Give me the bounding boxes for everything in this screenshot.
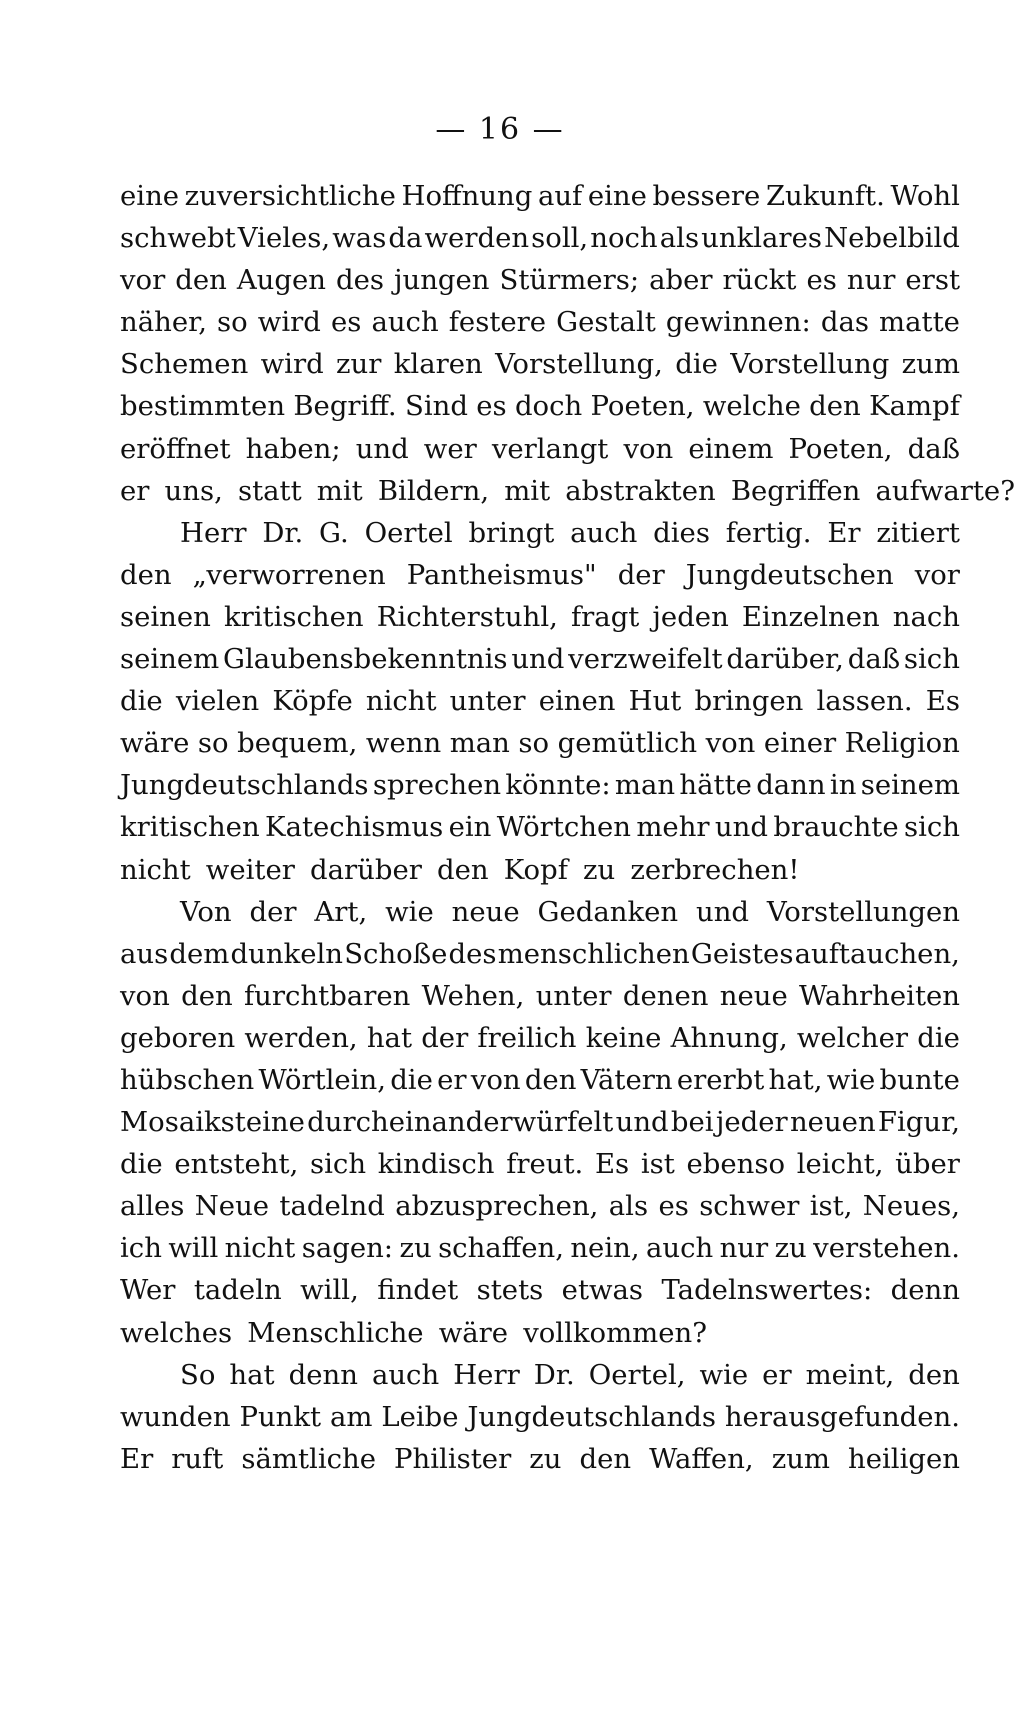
word: Wer xyxy=(120,1274,176,1307)
word: meint, xyxy=(805,1358,895,1391)
word: Figur, xyxy=(877,1106,960,1139)
word: ein xyxy=(448,811,492,844)
word: könnte: xyxy=(505,769,611,802)
word: ist xyxy=(640,1148,675,1181)
word: Nebelbild xyxy=(824,222,960,255)
word: Geistes xyxy=(690,937,794,970)
word: ruft xyxy=(171,1442,224,1475)
word: einer xyxy=(763,727,837,760)
word: unter xyxy=(535,979,612,1012)
word: herausgefunden. xyxy=(724,1400,960,1433)
word: er xyxy=(437,1063,467,1096)
word: sich xyxy=(903,643,960,676)
word: schaffen, xyxy=(438,1232,564,1265)
word: Bildern, xyxy=(377,474,490,507)
word: Vorstellungen xyxy=(766,895,960,928)
word: über xyxy=(895,1148,960,1181)
word: Art, xyxy=(314,895,368,928)
word: Hoffnung xyxy=(401,180,533,212)
word: Jungdeutschlands xyxy=(467,1400,716,1433)
word: er xyxy=(762,1358,792,1391)
word: als xyxy=(608,1190,649,1223)
word: Wahrheiten xyxy=(799,979,960,1012)
word: ererbt xyxy=(676,1063,765,1096)
word: dann xyxy=(756,769,826,802)
word: auftauchen, xyxy=(794,937,960,970)
text-line xyxy=(120,385,960,427)
word: Hut xyxy=(628,685,682,718)
text-line xyxy=(120,722,960,764)
word: Poeten, xyxy=(788,432,893,465)
word: da xyxy=(388,222,423,255)
text-line xyxy=(120,1354,960,1396)
word: zu xyxy=(583,853,616,886)
word: Leibe xyxy=(381,1400,459,1433)
word: bringt xyxy=(468,516,555,549)
word: bessere xyxy=(652,180,761,212)
word: Tadelnswertes: xyxy=(661,1274,873,1307)
word: rückt xyxy=(722,264,797,297)
page-number: — 16 — xyxy=(435,112,565,147)
word: Poeten, xyxy=(590,390,695,423)
word: nicht xyxy=(365,685,437,718)
text-line xyxy=(120,554,960,596)
word: statt xyxy=(237,474,302,507)
word: mit xyxy=(316,474,363,507)
text-line xyxy=(120,1101,960,1143)
word: hat xyxy=(229,1358,275,1391)
word: zum xyxy=(901,348,960,381)
word: es xyxy=(658,1190,689,1223)
word: dunkeln xyxy=(230,937,344,970)
word: Richterstuhl, xyxy=(376,600,558,633)
word: wie xyxy=(826,1063,876,1096)
word: Neues, xyxy=(862,1190,960,1223)
word: Schemen xyxy=(120,348,249,381)
word: denn xyxy=(288,1358,358,1391)
word: Wohl xyxy=(890,180,960,212)
word: wird xyxy=(260,348,324,381)
text-line xyxy=(120,301,960,343)
word: klaren xyxy=(393,348,483,381)
word: auch xyxy=(371,306,439,339)
word: Einzelnen xyxy=(741,600,880,633)
word: nur xyxy=(846,264,896,297)
word: sich xyxy=(903,811,960,844)
word: bequem, xyxy=(237,727,358,760)
word: kritischen xyxy=(223,600,364,633)
word: wunden xyxy=(120,1400,231,1433)
word: und xyxy=(615,1106,669,1139)
word: fertig. xyxy=(725,516,812,549)
text-line xyxy=(120,175,960,217)
word: den xyxy=(524,1063,577,1096)
word: man xyxy=(614,769,676,802)
word: hat, xyxy=(768,1063,823,1096)
word: eröffnet xyxy=(120,432,231,465)
word: die xyxy=(390,1063,433,1096)
word: bei xyxy=(670,1106,714,1139)
word: den xyxy=(579,1442,632,1475)
word: es xyxy=(806,264,837,297)
word: hat xyxy=(366,1021,413,1054)
word: dem xyxy=(169,937,230,970)
word: das xyxy=(820,306,869,339)
text-line xyxy=(120,764,960,806)
text-line xyxy=(120,638,960,680)
word: brauchte xyxy=(773,811,899,844)
word: durcheinanderwürfelt xyxy=(307,1106,614,1139)
word: etwas xyxy=(561,1274,644,1307)
word: entsteht, xyxy=(174,1148,299,1181)
word: auch xyxy=(570,516,638,549)
word: dies xyxy=(653,516,710,549)
word: Katechismus xyxy=(265,811,444,844)
word: schwebt xyxy=(120,222,236,255)
word: daß xyxy=(907,432,960,465)
word: Er xyxy=(120,1442,154,1475)
word: aus xyxy=(120,937,169,970)
word: den xyxy=(437,853,489,886)
word: schwer xyxy=(699,1190,800,1223)
text-line xyxy=(120,1396,960,1438)
word: Schoße xyxy=(344,937,448,970)
text-line xyxy=(120,217,960,259)
text-line xyxy=(120,1059,960,1101)
word: Begriff. xyxy=(293,390,397,423)
word: jungen xyxy=(393,264,490,297)
word: was xyxy=(332,222,387,255)
word: abzusprechen, xyxy=(395,1190,599,1223)
word: Dr. xyxy=(262,516,304,549)
word: einem xyxy=(688,432,774,465)
word: Begriffen xyxy=(730,474,861,507)
text-line xyxy=(120,512,960,554)
word: so xyxy=(518,727,550,760)
word: „verworrenen xyxy=(192,558,386,591)
word: Religion xyxy=(844,727,960,760)
word: Gestalt xyxy=(556,306,656,339)
word: lassen. xyxy=(816,685,913,718)
word: den xyxy=(908,1358,960,1391)
word: zu xyxy=(529,1442,562,1475)
word: zu xyxy=(774,1232,807,1265)
word: vielen xyxy=(175,685,260,718)
word: den xyxy=(181,979,233,1012)
word: kritischen xyxy=(120,811,260,844)
word: Waffen, xyxy=(649,1442,754,1475)
word: Wörtchen xyxy=(496,811,631,844)
word: und xyxy=(511,643,565,676)
word: eine xyxy=(587,180,647,212)
word: welche xyxy=(702,390,801,423)
word: neue xyxy=(451,895,520,928)
word: bestimmten xyxy=(120,390,286,423)
word: tadelnd xyxy=(279,1190,385,1223)
word: die xyxy=(120,685,163,718)
word: vollkommen? xyxy=(523,1316,707,1349)
word: den xyxy=(809,390,861,423)
word: der xyxy=(617,558,665,591)
word: uns, xyxy=(164,474,223,507)
word: seinen xyxy=(120,600,211,633)
word: Kopf xyxy=(503,853,568,886)
word: in xyxy=(829,769,857,802)
word: bringen xyxy=(694,685,804,718)
word: die xyxy=(917,1021,960,1054)
word: zur xyxy=(336,348,382,381)
word: unter xyxy=(449,685,526,718)
text-line xyxy=(120,1227,960,1269)
word: von xyxy=(623,432,674,465)
word: wer xyxy=(423,432,477,465)
word: verzweifelt xyxy=(568,643,723,676)
word: neuen xyxy=(789,1106,876,1139)
word: freilich xyxy=(477,1021,577,1054)
text-line xyxy=(120,1185,960,1227)
text-line xyxy=(120,470,1015,512)
word: abstrakten xyxy=(565,474,716,507)
word: eine xyxy=(120,180,180,212)
word: zum xyxy=(771,1442,830,1475)
word: Sind xyxy=(404,390,468,423)
word: nein, xyxy=(570,1232,640,1265)
word: Augen xyxy=(236,264,326,297)
word: die xyxy=(120,1148,163,1181)
word: Jungdeutschen xyxy=(685,558,894,591)
word: findet xyxy=(377,1274,459,1307)
word: wäre xyxy=(120,727,190,760)
word: Kampf xyxy=(869,390,960,423)
word: einen xyxy=(538,685,616,718)
word: keine xyxy=(585,1021,662,1054)
word: wie xyxy=(699,1358,749,1391)
word: Punkt xyxy=(239,1400,322,1433)
word: darüber xyxy=(310,853,422,886)
word: Mosaiksteine xyxy=(120,1106,305,1139)
word: gemütlich xyxy=(557,727,698,760)
word: Es xyxy=(594,1148,630,1181)
text-line xyxy=(120,259,960,301)
word: Gedanken xyxy=(537,895,679,928)
word: gewinnen: xyxy=(665,306,811,339)
word: erst xyxy=(905,264,960,297)
word: Pantheismus" xyxy=(406,558,597,591)
word: heiligen xyxy=(848,1442,960,1475)
word: seinem xyxy=(860,769,960,802)
text-line xyxy=(120,1143,960,1185)
word: auch xyxy=(645,1232,714,1265)
word: Philister xyxy=(394,1442,512,1475)
word: ich xyxy=(120,1232,162,1265)
word: und xyxy=(714,811,768,844)
word: als xyxy=(659,222,700,255)
word: neue xyxy=(719,979,788,1012)
word: des xyxy=(335,264,384,297)
word: von xyxy=(470,1063,521,1096)
word: So xyxy=(180,1358,216,1391)
word: Vorstellung, xyxy=(495,348,663,381)
word: wie xyxy=(385,895,434,928)
word: auch xyxy=(371,1358,440,1391)
word: will, xyxy=(300,1274,359,1307)
text-line xyxy=(120,849,960,891)
word: den xyxy=(175,264,227,297)
word: sich xyxy=(310,1148,367,1181)
word: sprechen xyxy=(372,769,502,802)
word: verstehen. xyxy=(813,1232,960,1265)
word: unklares xyxy=(701,222,822,255)
word: jeden xyxy=(652,600,729,633)
word: wäre xyxy=(438,1316,509,1349)
word: noch xyxy=(590,222,658,255)
word: er xyxy=(120,474,150,507)
word: werden, xyxy=(244,1021,358,1054)
word: Glaubensbekenntnis xyxy=(223,643,508,676)
word: welches xyxy=(120,1316,233,1349)
text-line xyxy=(120,1017,960,1059)
word: welcher xyxy=(796,1021,909,1054)
word: zerbrechen! xyxy=(630,853,800,886)
word: kindisch xyxy=(377,1148,495,1181)
word: Herr xyxy=(453,1358,520,1391)
text-line xyxy=(120,806,960,848)
word: haben; xyxy=(245,432,341,465)
word: leicht, xyxy=(796,1148,884,1181)
word: auf xyxy=(537,180,583,212)
word: seinem xyxy=(120,643,220,676)
word: den xyxy=(120,558,172,591)
word: werden xyxy=(424,222,530,255)
word: matte xyxy=(879,306,960,339)
word: will xyxy=(168,1232,219,1265)
word: Menschliche xyxy=(247,1316,424,1349)
word: darüber, xyxy=(726,643,844,676)
word: sämtliche xyxy=(241,1442,377,1475)
word: menschlichen xyxy=(497,937,690,970)
word: Köpfe xyxy=(272,685,353,718)
word: so xyxy=(197,727,229,760)
text-line xyxy=(120,680,960,722)
word: Wörtlein, xyxy=(258,1063,386,1096)
text-line xyxy=(120,1312,960,1354)
word: von xyxy=(705,727,756,760)
word: nicht xyxy=(224,1232,296,1265)
word: G. xyxy=(319,516,349,549)
word: zu xyxy=(399,1232,432,1265)
word: wird xyxy=(257,306,321,339)
text-line xyxy=(120,343,960,385)
word: der xyxy=(249,895,297,928)
word: Neue xyxy=(194,1190,270,1223)
word: hübschen xyxy=(120,1063,255,1096)
word: es xyxy=(476,390,507,423)
word: Stürmers; xyxy=(499,264,640,297)
word: Ahnung, xyxy=(670,1021,788,1054)
word: soll, xyxy=(531,222,589,255)
text-line xyxy=(120,933,960,975)
word: und xyxy=(355,432,409,465)
word: von xyxy=(120,979,170,1012)
text-line xyxy=(120,428,960,470)
word: daß xyxy=(847,643,901,676)
word: stets xyxy=(476,1274,544,1307)
text-line xyxy=(120,975,960,1017)
word: denen xyxy=(622,979,709,1012)
word: Oertel, xyxy=(588,1358,686,1391)
word: am xyxy=(329,1400,373,1433)
word: wenn xyxy=(365,727,442,760)
body-text xyxy=(120,175,1015,1480)
word: Oertel xyxy=(364,516,453,549)
word: Er xyxy=(827,516,861,549)
word: aufwarte? xyxy=(875,474,1015,507)
word: Zukunft. xyxy=(765,180,885,212)
word: Wehen, xyxy=(421,979,525,1012)
word: ist, xyxy=(809,1190,853,1223)
word: zuversichtliche xyxy=(184,180,396,212)
word: vor xyxy=(120,264,166,297)
word: vor xyxy=(914,558,960,591)
word: Vorstellung xyxy=(730,348,890,381)
word: zitiert xyxy=(876,516,960,549)
word: Dr. xyxy=(533,1358,575,1391)
word: tadeln xyxy=(193,1274,282,1307)
word: Es xyxy=(925,685,960,718)
text-line xyxy=(120,1438,960,1480)
word: freut. xyxy=(506,1148,584,1181)
word: verlangt xyxy=(491,432,609,465)
word: mehr xyxy=(636,811,710,844)
word: hätte xyxy=(679,769,752,802)
word: der xyxy=(421,1021,469,1054)
word: Jungdeutschlands xyxy=(120,769,369,802)
word: weiter xyxy=(205,853,295,886)
word: so xyxy=(217,306,248,339)
word: alles xyxy=(120,1190,185,1223)
text-line xyxy=(120,891,960,933)
word: fragt xyxy=(570,600,640,633)
word: und xyxy=(696,895,750,928)
word: Von xyxy=(180,895,232,928)
word: nur xyxy=(719,1232,769,1265)
word: bunte xyxy=(879,1063,960,1096)
word: es xyxy=(330,306,362,339)
word: man xyxy=(449,727,510,760)
word: furchtbaren xyxy=(244,979,411,1012)
word: Herr xyxy=(180,516,247,549)
word: die xyxy=(675,348,718,381)
word: sagen: xyxy=(301,1232,394,1265)
word: festere xyxy=(448,306,547,339)
text-line xyxy=(120,596,960,638)
word: doch xyxy=(514,390,583,423)
word: geboren xyxy=(120,1021,236,1054)
text-line xyxy=(120,1269,960,1311)
word: aber xyxy=(649,264,713,297)
word: mit xyxy=(504,474,551,507)
word: Vieles, xyxy=(237,222,331,255)
word: näher, xyxy=(120,306,207,339)
word: des xyxy=(448,937,497,970)
word: jeder xyxy=(715,1106,788,1139)
word: nach xyxy=(892,600,960,633)
word: denn xyxy=(890,1274,960,1307)
word: ebenso xyxy=(686,1148,786,1181)
word: nicht xyxy=(120,853,191,886)
word: Vätern xyxy=(580,1063,673,1096)
